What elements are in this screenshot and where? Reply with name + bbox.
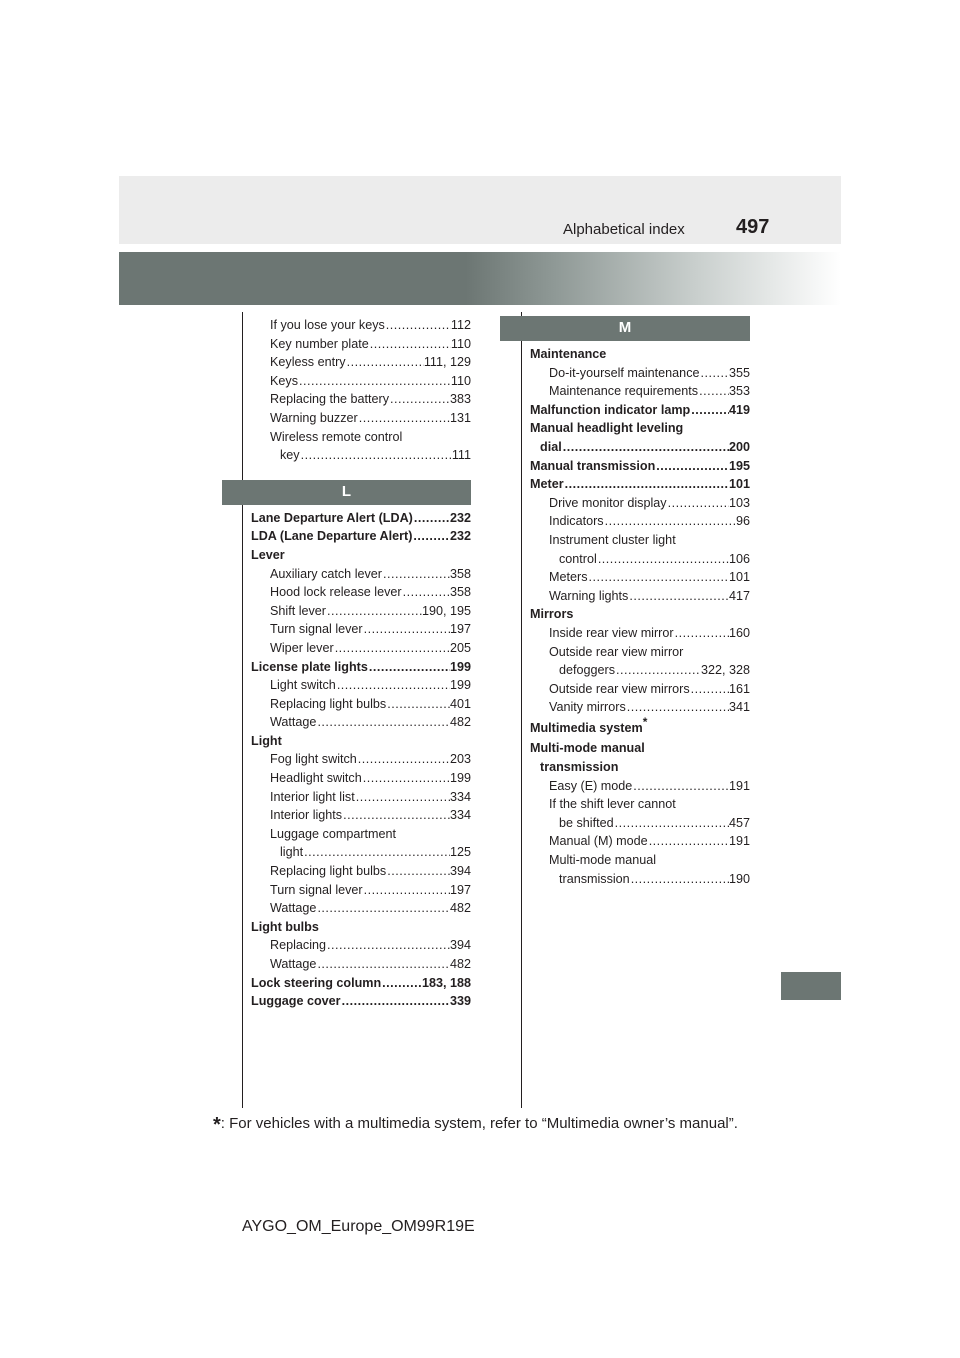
page-number: 497 bbox=[736, 216, 770, 238]
index-entry: Turn signal lever ..... 197 bbox=[251, 881, 471, 900]
header-band bbox=[119, 176, 841, 244]
index-column-right bbox=[530, 316, 750, 888]
index-entry: dial ..... 200 bbox=[530, 438, 750, 457]
document-code: AYGO_OM_Europe_OM99R19E bbox=[242, 1218, 475, 1235]
index-heading: Light bulbs bbox=[251, 919, 319, 934]
index-entry: Interior light list ..... 334 bbox=[251, 788, 471, 807]
index-entry: Shift lever ..... 190, 195 bbox=[251, 602, 471, 621]
index-entry: Do-it-yourself maintenance ..... 355 bbox=[530, 364, 750, 383]
column-divider-middle bbox=[521, 312, 522, 1108]
index-entry: Key number plate ..... 110 bbox=[251, 335, 471, 354]
section-header-M: M bbox=[500, 316, 750, 341]
index-entry: Turn signal lever ..... 197 bbox=[251, 620, 471, 639]
index-entry: Wattage ..... 482 bbox=[251, 899, 471, 918]
index-heading: Mirrors bbox=[530, 607, 574, 622]
index-entry: Maintenance requirements ..... 353 bbox=[530, 382, 750, 401]
index-entry: Easy (E) mode ..... 191 bbox=[530, 777, 750, 796]
index-group-M bbox=[530, 345, 750, 888]
index-entry: Interior lights ..... 334 bbox=[251, 806, 471, 825]
index-entry: Replacing the battery ..... 383 bbox=[251, 390, 471, 409]
index-heading: Multimedia system* bbox=[530, 714, 648, 735]
index-entry: Manual transmission ..... 195 bbox=[530, 457, 750, 476]
index-heading: Maintenance bbox=[530, 347, 607, 361]
chapter-tab-marker bbox=[781, 972, 841, 1000]
index-entry: defoggers ..... 322, 328 bbox=[530, 661, 750, 680]
index-entry: Indicators ..... 96 bbox=[530, 512, 750, 531]
index-subheading: Instrument cluster light bbox=[549, 532, 676, 547]
index-entry: light ..... 125 bbox=[251, 843, 471, 862]
index-entry: Meters ..... 101 bbox=[530, 568, 750, 587]
index-entry: Luggage cover ..... 339 bbox=[251, 992, 471, 1011]
page-title: Alphabetical index bbox=[563, 221, 685, 238]
index-subheading: If the shift lever cannot bbox=[549, 797, 676, 812]
footnote-star: * bbox=[213, 1114, 221, 1136]
index-subheading: Luggage compartment bbox=[270, 826, 397, 841]
index-entry: License plate lights ..... 199 bbox=[251, 658, 471, 677]
index-subheading: Multi-mode manual bbox=[549, 853, 657, 868]
index-heading: Multi-mode manual bbox=[530, 741, 645, 756]
index-entry: transmission ..... 190 bbox=[530, 870, 750, 889]
index-entry: Vanity mirrors ..... 341 bbox=[530, 698, 750, 717]
footnote bbox=[213, 1114, 738, 1137]
index-entry: Replacing light bulbs ..... 401 bbox=[251, 695, 471, 714]
index-heading-continued: transmission bbox=[540, 760, 619, 775]
header-decor-band bbox=[119, 252, 841, 305]
index-group-continued bbox=[251, 316, 471, 465]
index-entry: Wiper lever ..... 205 bbox=[251, 639, 471, 658]
index-entry: control ..... 106 bbox=[530, 550, 750, 569]
index-column-left bbox=[251, 316, 471, 1011]
footnote-marker: * bbox=[642, 714, 648, 729]
index-entry: Lock steering column ..... 183, 188 bbox=[251, 974, 471, 993]
index-entry: Outside rear view mirrors ..... 161 bbox=[530, 680, 750, 699]
index-entry: Malfunction indicator lamp ..... 419 bbox=[530, 401, 750, 420]
index-entry: Keys ..... 110 bbox=[251, 372, 471, 391]
index-entry: Auxiliary catch lever ..... 358 bbox=[251, 565, 471, 584]
index-entry: Lane Departure Alert (LDA) ..... 232 bbox=[251, 509, 471, 528]
footnote-text: : For vehicles with a multimedia system, refer to “Multimedia owner’s manual”. bbox=[220, 1115, 738, 1132]
index-subheading: Wireless remote control bbox=[270, 429, 403, 444]
index-heading: Manual headlight leveling bbox=[530, 421, 684, 436]
index-entry: Replacing light bulbs ..... 394 bbox=[251, 862, 471, 881]
index-entry: Drive monitor display ..... 103 bbox=[530, 494, 750, 513]
index-entry: Warning buzzer ..... 131 bbox=[251, 409, 471, 428]
index-entry: LDA (Lane Departure Alert) ..... 232 bbox=[251, 527, 471, 546]
index-group-L bbox=[251, 509, 471, 1011]
section-header-L: L bbox=[222, 480, 471, 505]
index-entry: be shifted ..... 457 bbox=[530, 814, 750, 833]
index-entry: Keyless entry ..... 111, 129 bbox=[251, 353, 471, 372]
index-entry: Headlight switch ..... 199 bbox=[251, 769, 471, 788]
index-entry: Light switch ..... 199 bbox=[251, 676, 471, 695]
index-entry: Inside rear view mirror ..... 160 bbox=[530, 624, 750, 643]
index-subheading: Outside rear view mirror bbox=[549, 644, 684, 659]
index-entry: Manual (M) mode ..... 191 bbox=[530, 832, 750, 851]
index-entry: key ..... 111 bbox=[251, 446, 471, 465]
index-heading: Lever bbox=[251, 547, 285, 562]
column-divider-left bbox=[242, 312, 243, 1108]
index-entry: Warning lights ..... 417 bbox=[530, 587, 750, 606]
index-entry: Replacing ..... 394 bbox=[251, 936, 471, 955]
index-entry: Meter ..... 101 bbox=[530, 475, 750, 494]
index-heading: Light bbox=[251, 733, 282, 748]
index-entry: Wattage ..... 482 bbox=[251, 713, 471, 732]
index-entry: Hood lock release lever ..... 358 bbox=[251, 583, 471, 602]
index-entry: Fog light switch ..... 203 bbox=[251, 750, 471, 769]
index-entry: Wattage ..... 482 bbox=[251, 955, 471, 974]
index-entry: If you lose your keys ..... 112 bbox=[251, 316, 471, 335]
